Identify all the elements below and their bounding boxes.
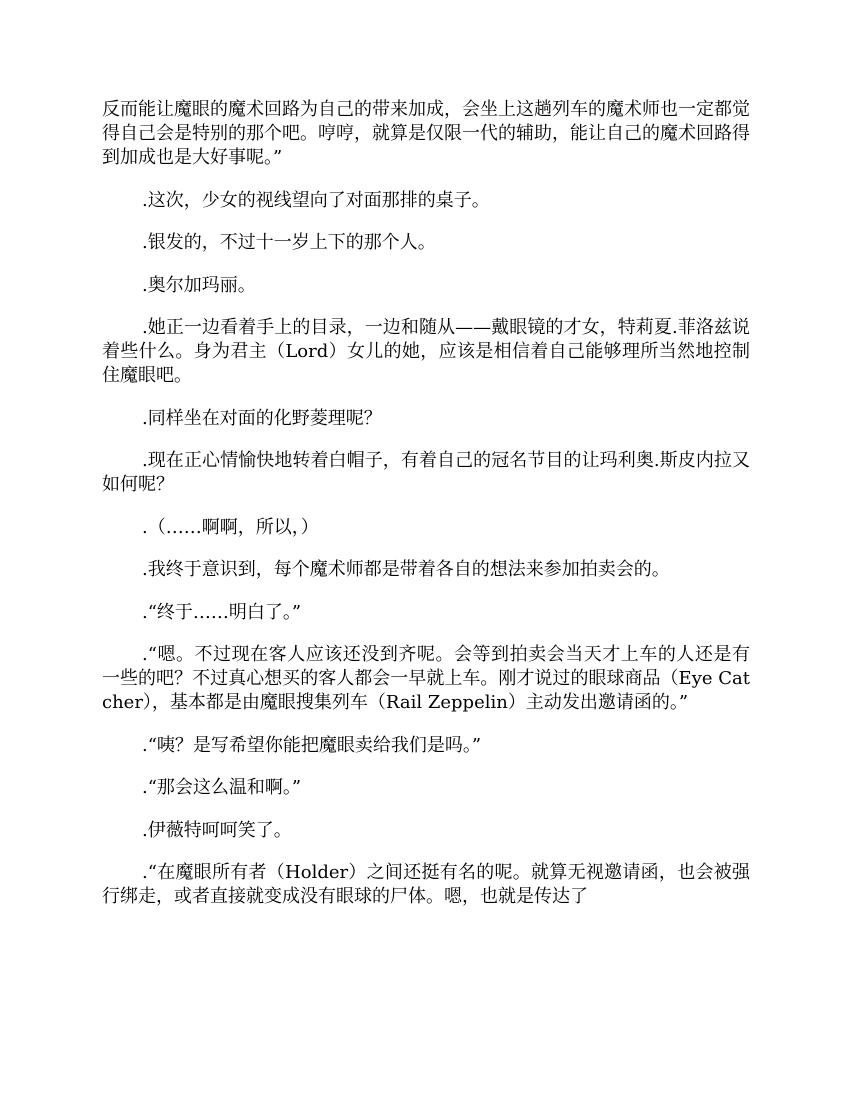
paragraph: .（……啊啊，所以，） [142, 516, 319, 538]
paragraph: .“终于……明白了。” [142, 601, 302, 623]
paragraph: .“那会这么温和啊。” [142, 777, 302, 798]
paragraph: 反而能让魔眼的魔术回路为自己的带来加成，会坐上这趟列车的魔术师也一定都觉得自己会是特别的那个吧。哼哼，就算是仅限一代的辅助，能让自己的魔术回路得到加成也是大好事呢。” [102, 99, 750, 168]
paragraph: .现在正心情愉快地转着白帽子，有着自己的冠名节目的让玛利奥.斯皮内拉又如何呢？ [102, 450, 750, 495]
paragraph: .奥尔加玛丽。 [142, 274, 256, 296]
paragraph: .同样坐在对面的化野菱理呢？ [142, 407, 382, 429]
paragraph: .这次，少女的视线望向了对面那排的桌子。 [142, 189, 490, 211]
paragraph: .银发的，不过十一岁上下的那个人。 [142, 232, 436, 253]
paragraph: .“嗯。不过现在客人应该还没到齐呢。会等到拍卖会当天才上车的人还是有一些的吧？不过真心想买的客人都会一早就上车。刚才说过的眼球商品（Eye Catcher），基本都是由魔眼搜集列车（Rail Zeppelin）主动发出邀请函的。” [102, 644, 750, 713]
paragraph: .“在魔眼所有者（Holder）之间还挺有名的呢。就算无视邀请函，也会被强行绑走，或者直接就变成没有眼球的尸体。嗯，也就是传达了 [102, 862, 750, 907]
paragraph: .她正一边看着手上的目录，一边和随从——戴眼镜的才女，特莉夏.菲洛兹说着些什么。身为君主（Lord）女儿的她，应该是相信着自己能够理所当然地控制住魔眼吧。 [102, 317, 750, 386]
paragraph: .我终于意识到，每个魔术师都是带着各自的想法来参加拍卖会的。 [142, 559, 670, 580]
paragraph: .伊薇特呵呵笑了。 [142, 819, 292, 841]
paragraph: .“咦？是写希望你能把魔眼卖给我们是吗。” [142, 734, 482, 756]
document-page [102, 98, 750, 928]
